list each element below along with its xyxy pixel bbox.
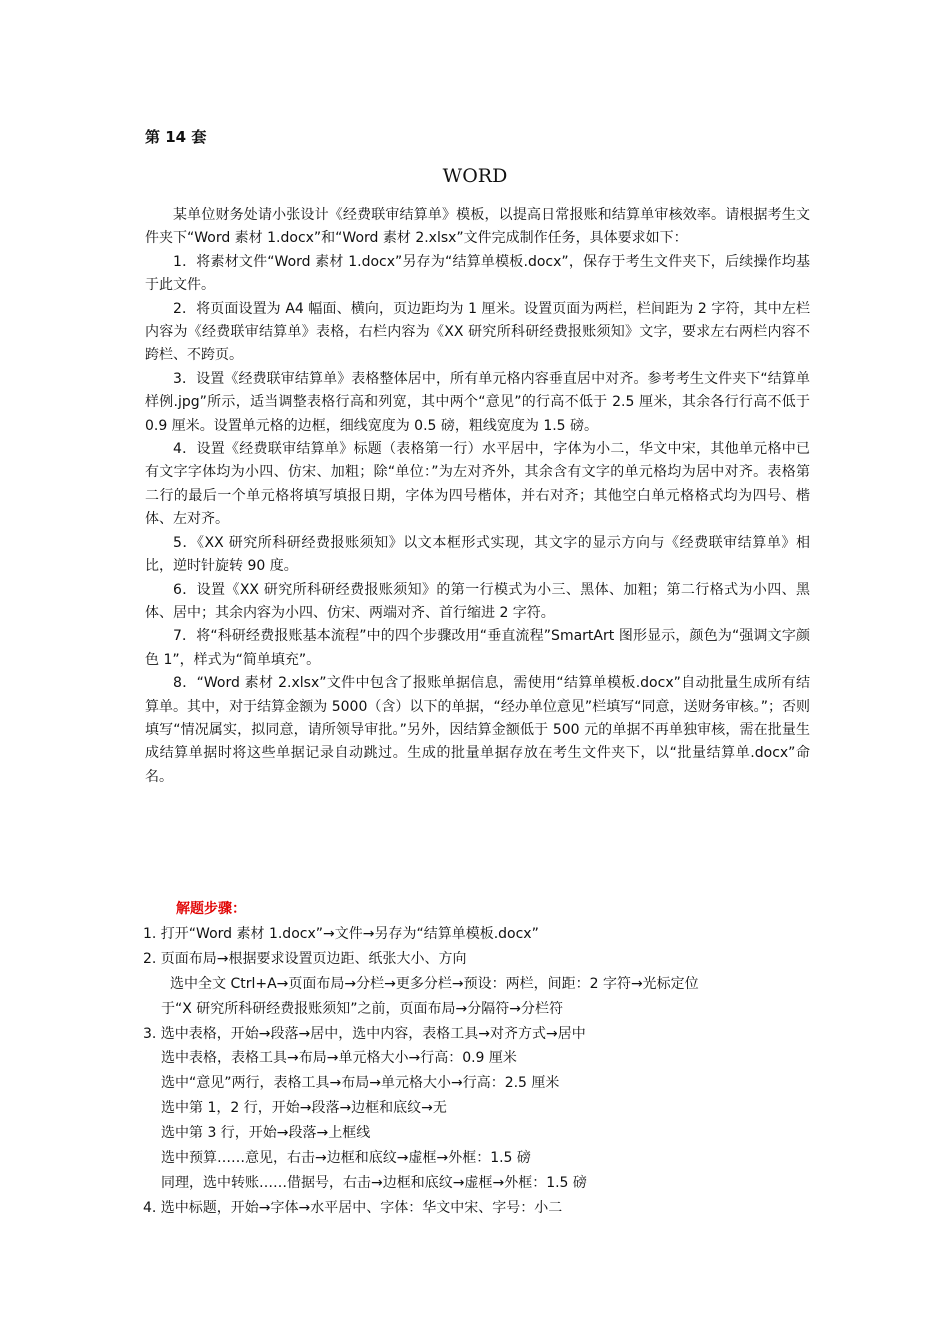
requirement-paragraph: 5．《XX 研究所科研经费报账须知》以文本框形式实现，其文字的显示方向与《经费联审结算单》相比，逆时针旋转 90 度。 (145, 534, 810, 575)
solution-steps (143, 922, 813, 1221)
requirement-paragraph: 4．设置《经费联审结算单》标题（表格第一行）水平居中，字体为小二，华文中宋，其他单元格中已有文字字体均为小四、仿宋、加粗；除“单位：”为左对齐外，其余含有文字的单元格均为居中对齐。表格第二行的最后一个单元格将填写填报日期，字体为四号楷体，并右对齐；其他空白单元格格式均为四号、楷体、左对齐。 (145, 441, 810, 528)
step-line: 3. 选中表格，开始→段落→居中，选中内容，表格工具→对齐方式→居中 (143, 1025, 586, 1042)
requirement-paragraph: 8．“Word 素材 2.xlsx”文件中包含了报账单据信息，需使用“结算单模板.docx”自动批量生成所有结算单。其中，对于结算金额为 5000（含）以下的单据，“经办单位意见”栏填写“同意，送财务审核。”；否则填写“情况属实，拟同意，请所领导审批。”另外，因结算金额低于 500 元的单据不再单独审核，需在批量生成结算单据时将这些单据记录自动跳过。生成的批量单据存放在考生文件夹下，以“批量结算单.docx”命名。 (145, 675, 810, 785)
step-line: 同理，选中转账……借据号，右击→边框和底纹→虚框→外框：1.5 磅 (161, 1174, 587, 1191)
step-line: 选中预算……意见，右击→边框和底纹→虚框→外框：1.5 磅 (161, 1150, 531, 1167)
step-line: 选中表格，表格工具→布局→单元格大小→行高：0.9 厘米 (161, 1050, 517, 1067)
steps-heading: 解题步骤： (176, 901, 246, 917)
step-line: 选中“意见”两行，表格工具→布局→单元格大小→行高：2.5 厘米 (161, 1075, 560, 1092)
set-label: 第 14 套 (145, 128, 207, 146)
step-line: 2. 页面布局→根据要求设置页边距、纸张大小、方向 (143, 950, 467, 967)
intro-paragraph: 某单位财务处请小张设计《经费联审结算单》模板，以提高日常报账和结算单审核效率。请根据考生文件夹下“Word 素材 1.docx”和“Word 素材 2.xlsx”文件完成制作任务，具体要求如下： (145, 207, 810, 247)
requirement-paragraph: 6．设置《XX 研究所科研经费报账须知》的第一行模式为小三、黑体、加粗；第二行格式为小四、黑体、居中；其余内容为小四、仿宋、两端对齐、首行缩进 2 字符。 (145, 581, 810, 621)
step-line: 选中第 1，2 行，开始→段落→边框和底纹→无 (161, 1100, 447, 1117)
step-line: 1. 打开“Word 素材 1.docx”→文件→另存为“结算单模板.docx” (143, 926, 539, 942)
requirement-paragraph: 1．将素材文件“Word 素材 1.docx”另存为“结算单模板.docx”，保存于考生文件夹下，后续操作均基于此文件。 (145, 253, 810, 294)
requirements-body (145, 204, 810, 789)
step-line: 4. 选中标题，开始→字体→水平居中、字体：华文中宋、字号：小二 (143, 1199, 563, 1216)
document-title: WORD (442, 165, 508, 187)
requirement-paragraph: 7．将“科研经费报账基本流程”中的四个步骤改用“垂直流程”SmartArt 图形显示，颜色为“强调文字颜色 1”，样式为“简单填充”。 (145, 628, 810, 668)
step-line: 选中全文 Ctrl+A→页面布局→分栏→更多分栏→预设：两栏，间距：2 字符→光标定位 (170, 975, 699, 992)
step-line: 选中第 3 行，开始→段落→上框线 (161, 1125, 371, 1142)
requirement-paragraph: 3．设置《经费联审结算单》表格整体居中，所有单元格内容垂直居中对齐。参考考生文件夹下“结算单样例.jpg”所示，适当调整表格行高和列宽，其中两个“意见”的行高不低于 2.5 厘米，其余各行行高不低于 0.9 厘米。设置单元格的边框，细线宽度为 0.5 磅，粗线宽度为 1.5 磅。 (145, 370, 810, 434)
requirement-paragraph: 2．将页面设置为 A4 幅面、横向，页边距均为 1 厘米。设置页面为两栏，栏间距为 2 字符，其中左栏内容为《经费联审结算单》表格，右栏内容为《XX 研究所科研经费报账须知》文字，要求左右两栏内容不跨栏、不跨页。 (145, 300, 810, 364)
step-line: 于“X 研究所科研经费报账须知”之前，页面布局→分隔符→分栏符 (161, 1000, 564, 1017)
